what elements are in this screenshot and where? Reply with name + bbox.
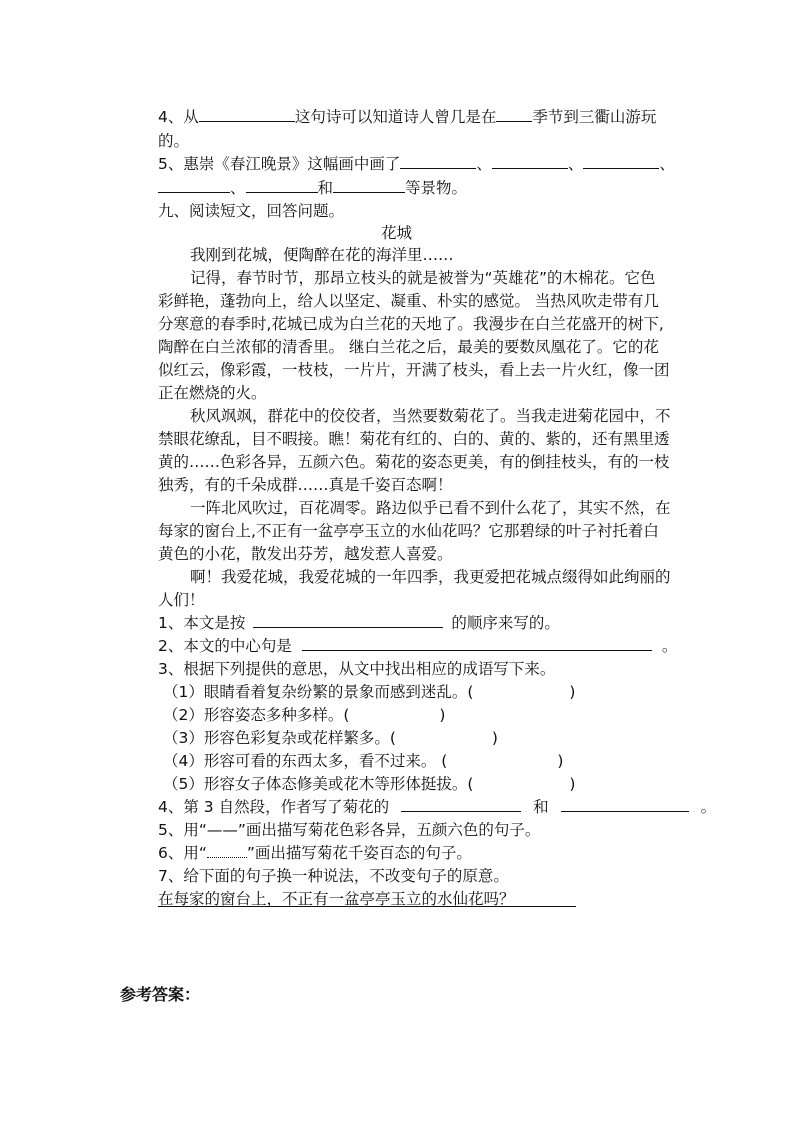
close-paren: ) [569,775,576,793]
section-heading: 九、阅读短文，回答问题。 [158,202,345,220]
q3-item-text: （5）形容女子体态修美或花木等形体挺拔。( [163,775,474,793]
story-line: 黄的……色彩各异，五颜六色。菊花的姿态更美，有的倒挂枝头，有的一枝 [158,453,670,471]
q6-suffix: ”画出描写菊花千姿百态的句子。 [246,844,472,862]
q7-sentence: 在每家的窗台上，不正有一盆亭亭玉立的水仙花吗？ [158,890,515,908]
story-title: 花城 [380,224,412,242]
q4-prefix: 4、从 [158,108,199,126]
answer-blank[interactable] [561,797,689,812]
question-7: 7、给下面的句子换一种说法，不改变句子的原意。 [158,867,509,885]
q5-end: 等景物。 [405,179,468,197]
question-6 [158,842,472,864]
story-para-1: 我刚到花城，便陶醉在花的海洋里…… [190,246,454,264]
answers-heading: 参考答案： [120,985,201,1004]
q3-item [163,773,575,795]
story-line: 记得，春节时节，那昂立枝头的就是被誉为“英雄花”的木棉花。它色 [190,269,656,287]
q5-line [158,153,675,175]
question-4 [158,796,716,818]
story-line: 人们！ [158,591,205,609]
q4-line-2: 的。 [158,132,190,150]
q3-item-text: （4）形容可看的东西太多，看不过来。 ( [163,752,448,770]
question-1 [158,612,560,634]
answer-blank[interactable] [199,107,295,122]
answer-blank[interactable] [496,107,532,122]
answer-blank[interactable] [246,178,318,193]
answer-blank[interactable] [583,154,659,169]
q1-suffix: 的顺序来写的。 [451,614,560,632]
q4-and: 和 [533,798,549,816]
q3-item [163,704,445,726]
q5-prefix: 5、惠崇《春江晚景》这幅画中画了 [158,155,401,173]
answer-blank[interactable] [492,154,568,169]
separator: 、 [230,179,246,197]
story-line: 正在燃烧的火。 [158,384,267,402]
story-line: 黄色的小花，散发出芬芳，越发惹人喜爱。 [158,545,453,563]
q2-prefix: 2、本文的中心句是 [158,637,292,655]
q1-prefix: 1、本文是按 [158,614,246,632]
q3-item [163,681,575,703]
q4-text: 这句诗可以知道诗人曾几是在 [294,108,497,126]
close-paren: ) [569,683,576,701]
close-paren: ) [491,729,498,747]
q4-line [158,106,656,128]
q4-text-end: 季节到三衢山游玩 [532,108,657,126]
close-paren: ) [557,752,564,770]
q2-suffix: 。 [661,637,678,655]
q3-item [163,750,563,772]
q3-item-text: （3）形容色彩复杂或花样繁多。( [163,729,396,747]
answer-blank[interactable] [333,178,405,193]
q3-item-text: （2）形容姿态多种多样。( [163,706,350,724]
separator: 、 [567,155,584,173]
answer-blank[interactable] [158,178,230,193]
q4-prefix: 4、第 3 自然段，作者写了菊花的 [158,798,390,816]
question-5: 5、用“——”画出描写菊花色彩各异，五颜六色的句子。 [158,821,541,839]
question-3: 3、根据下列提供的意思，从文中找出相应的成语写下来。 [158,660,556,678]
story-line: 分寒意的春季时,花城已成为白兰花的天地了。我漫步在白兰花盛开的树下, [158,315,664,333]
story-line: 陶醉在白兰浓郁的清香里。 继白兰花之后，最美的要数凤凰花了。它的花 [158,338,659,356]
dotted-line-sample [207,843,247,858]
and-text: 和 [317,179,334,197]
answer-blank[interactable] [400,154,476,169]
story-line: 独秀，有的千朵成群……真是千姿百态啊！ [158,476,453,494]
answer-blank[interactable] [401,797,521,812]
q3-item [163,727,498,749]
q5-line-2 [158,177,467,199]
q6-prefix: 6、用“ [158,844,207,862]
story-line: 彩鲜艳，蓬勃向上，给人以坚定、凝重、朴实的感觉。 当热风吹走带有几 [158,292,659,310]
separator: 、 [659,155,675,173]
close-paren: ) [439,706,446,724]
question-2 [158,635,677,657]
separator: 、 [476,155,492,173]
answer-blank[interactable] [253,613,443,628]
story-line: 禁眼花缭乱，目不暇接。瞧！菊花有红的、白的、黄的、紫的，还有黑里透 [158,430,670,448]
story-line: 秋风飒飒，群花中的佼佼者，当然要数菊花了。当我走进菊花园中，不 [190,407,671,425]
q3-item-text: （1）眼睛看着复杂纷繁的景象而感到迷乱。( [163,683,474,701]
story-line: 似红云，像彩霞，一枝枝，一片片，开满了枝头，看上去一片火红，像一团 [158,361,670,379]
answer-blank[interactable] [302,636,652,651]
story-line: 一阵北风吹过，百花凋零。路边似乎已看不到什么花了，其实不然，在 [190,499,671,517]
q4-suffix: 。 [700,798,717,816]
story-line: 啊！我爱花城，我爱花城的一年四季，我更爱把花城点缀得如此绚丽的 [190,568,671,586]
answer-line[interactable] [158,906,576,907]
story-line: 每家的窗台上,不正有一盆亭亭玉立的水仙花吗？它那碧绿的叶子衬托着白 [158,522,659,540]
